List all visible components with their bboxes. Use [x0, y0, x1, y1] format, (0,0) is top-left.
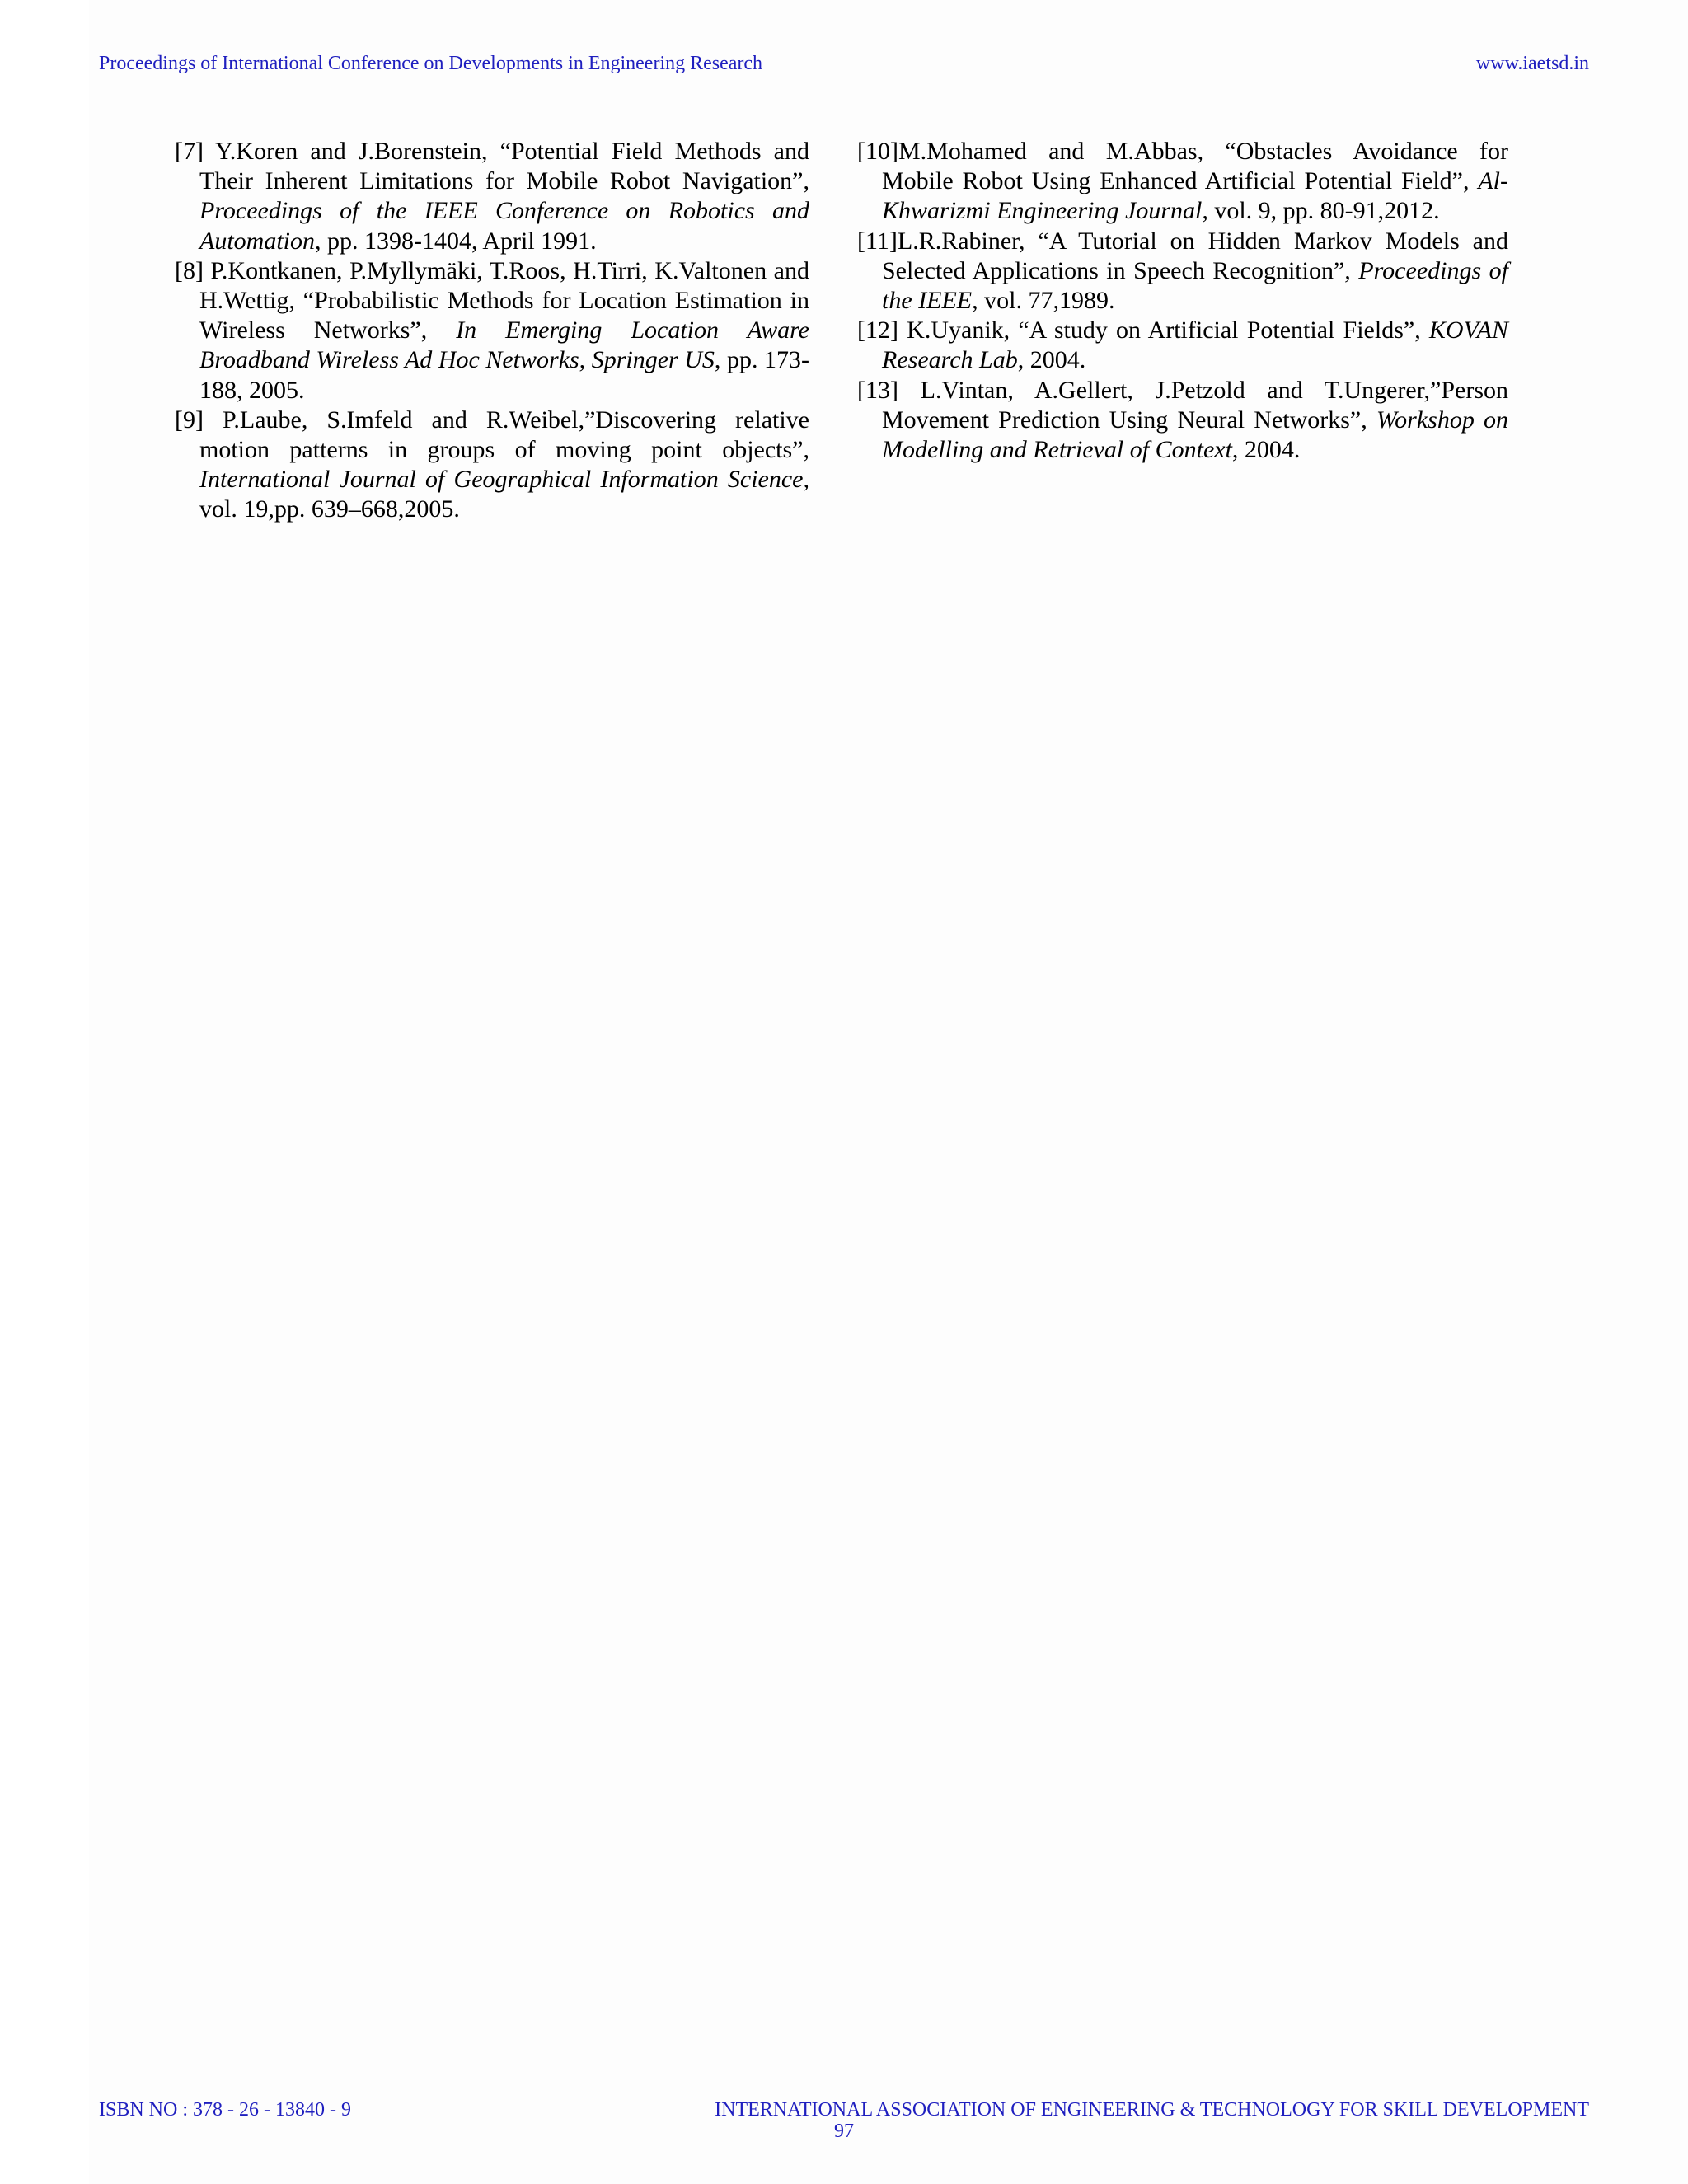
- reference-source: Proceedings of the IEEE Conference on Robotics and Automation: [199, 197, 809, 255]
- reference-number: [10]: [857, 138, 898, 165]
- reference-details: , 2004.: [1017, 346, 1086, 374]
- reference-details: , pp. 1398-1404, April 1991.: [315, 227, 597, 255]
- reference-text: L.Vintan, A.Gellert, J.Petzold and T.Ungerer,”Person Movement Prediction Using Neural Networks”,: [882, 376, 1508, 434]
- reference-9: [175, 405, 809, 525]
- reference-number: [8]: [175, 256, 211, 284]
- reference-12: [857, 316, 1508, 375]
- isbn-number: ISBN NO : 378 - 26 - 13840 - 9: [99, 2099, 351, 2121]
- association-name: INTERNATIONAL ASSOCIATION OF ENGINEERING & TECHNOLOGY FOR SKILL DEVELOPMENT: [715, 2099, 1589, 2121]
- reference-10: [857, 137, 1508, 227]
- reference-8: [175, 256, 809, 405]
- references-column-left: [175, 137, 809, 525]
- reference-details: , 2004.: [1231, 436, 1301, 464]
- website-link[interactable]: www.iaetsd.in: [1475, 53, 1589, 74]
- reference-number: [13]: [857, 376, 921, 404]
- conference-title: Proceedings of International Conference on Developments in Engineering Research: [99, 53, 763, 74]
- reference-details: vol. 9, pp. 80-91,2012.: [1207, 197, 1440, 225]
- page-number: 97: [834, 2121, 854, 2142]
- reference-11: [857, 227, 1508, 316]
- reference-details: , pp. 173-188, 2005.: [199, 346, 809, 404]
- reference-text: L.R.Rabiner, “A Tutorial on Hidden Markov Models and Selected Applications in Speech Recognition”: [882, 227, 1508, 284]
- reference-details: , vol. 77,1989.: [972, 287, 1115, 315]
- reference-number: [11]: [857, 227, 898, 255]
- reference-13: [857, 376, 1508, 466]
- reference-number: [12]: [857, 316, 907, 344]
- reference-7: [175, 137, 809, 256]
- reference-source: KOVAN Research Lab: [882, 316, 1508, 374]
- reference-text: P.Laube, S.Imfeld and R.Weibel,”Discovering relative motion patterns in groups of moving point objects”,: [199, 405, 809, 464]
- reference-text: P.Kontkanen, P.Myllymäki, T.Roos, H.Tirri, K.Valtonen and H.Wettig, “Probabilistic Methods for Location Estimation in Wireless Networks”,: [199, 256, 809, 344]
- reference-source: Workshop on Modelling and Retrieval of Context: [882, 405, 1508, 464]
- reference-source: , Proceedings of the IEEE: [882, 256, 1508, 315]
- reference-source: Al-Khwarizmi Engineering Journal,: [882, 167, 1508, 225]
- references-column-right: [857, 137, 1508, 465]
- reference-text: K.Uyanik, “A study on Artificial Potential Fields”,: [907, 316, 1429, 344]
- reference-number: [9]: [175, 405, 223, 434]
- reference-details: vol. 19,pp. 639–668,2005.: [199, 495, 460, 523]
- reference-text: M.Mohamed and M.Abbas, “Obstacles Avoidance for Mobile Robot Using Enhanced Artificial Potential Field”,: [882, 138, 1508, 195]
- reference-source: In Emerging Location Aware Broadband Wireless Ad Hoc Networks, Springer US: [199, 316, 809, 374]
- reference-source: International Journal of Geographical Information Science,: [199, 466, 809, 494]
- reference-text: Y.Koren and J.Borenstein, “Potential Field Methods and Their Inherent Limitations for Mobile Robot Navigation”,: [199, 138, 809, 195]
- reference-number: [7]: [175, 138, 215, 165]
